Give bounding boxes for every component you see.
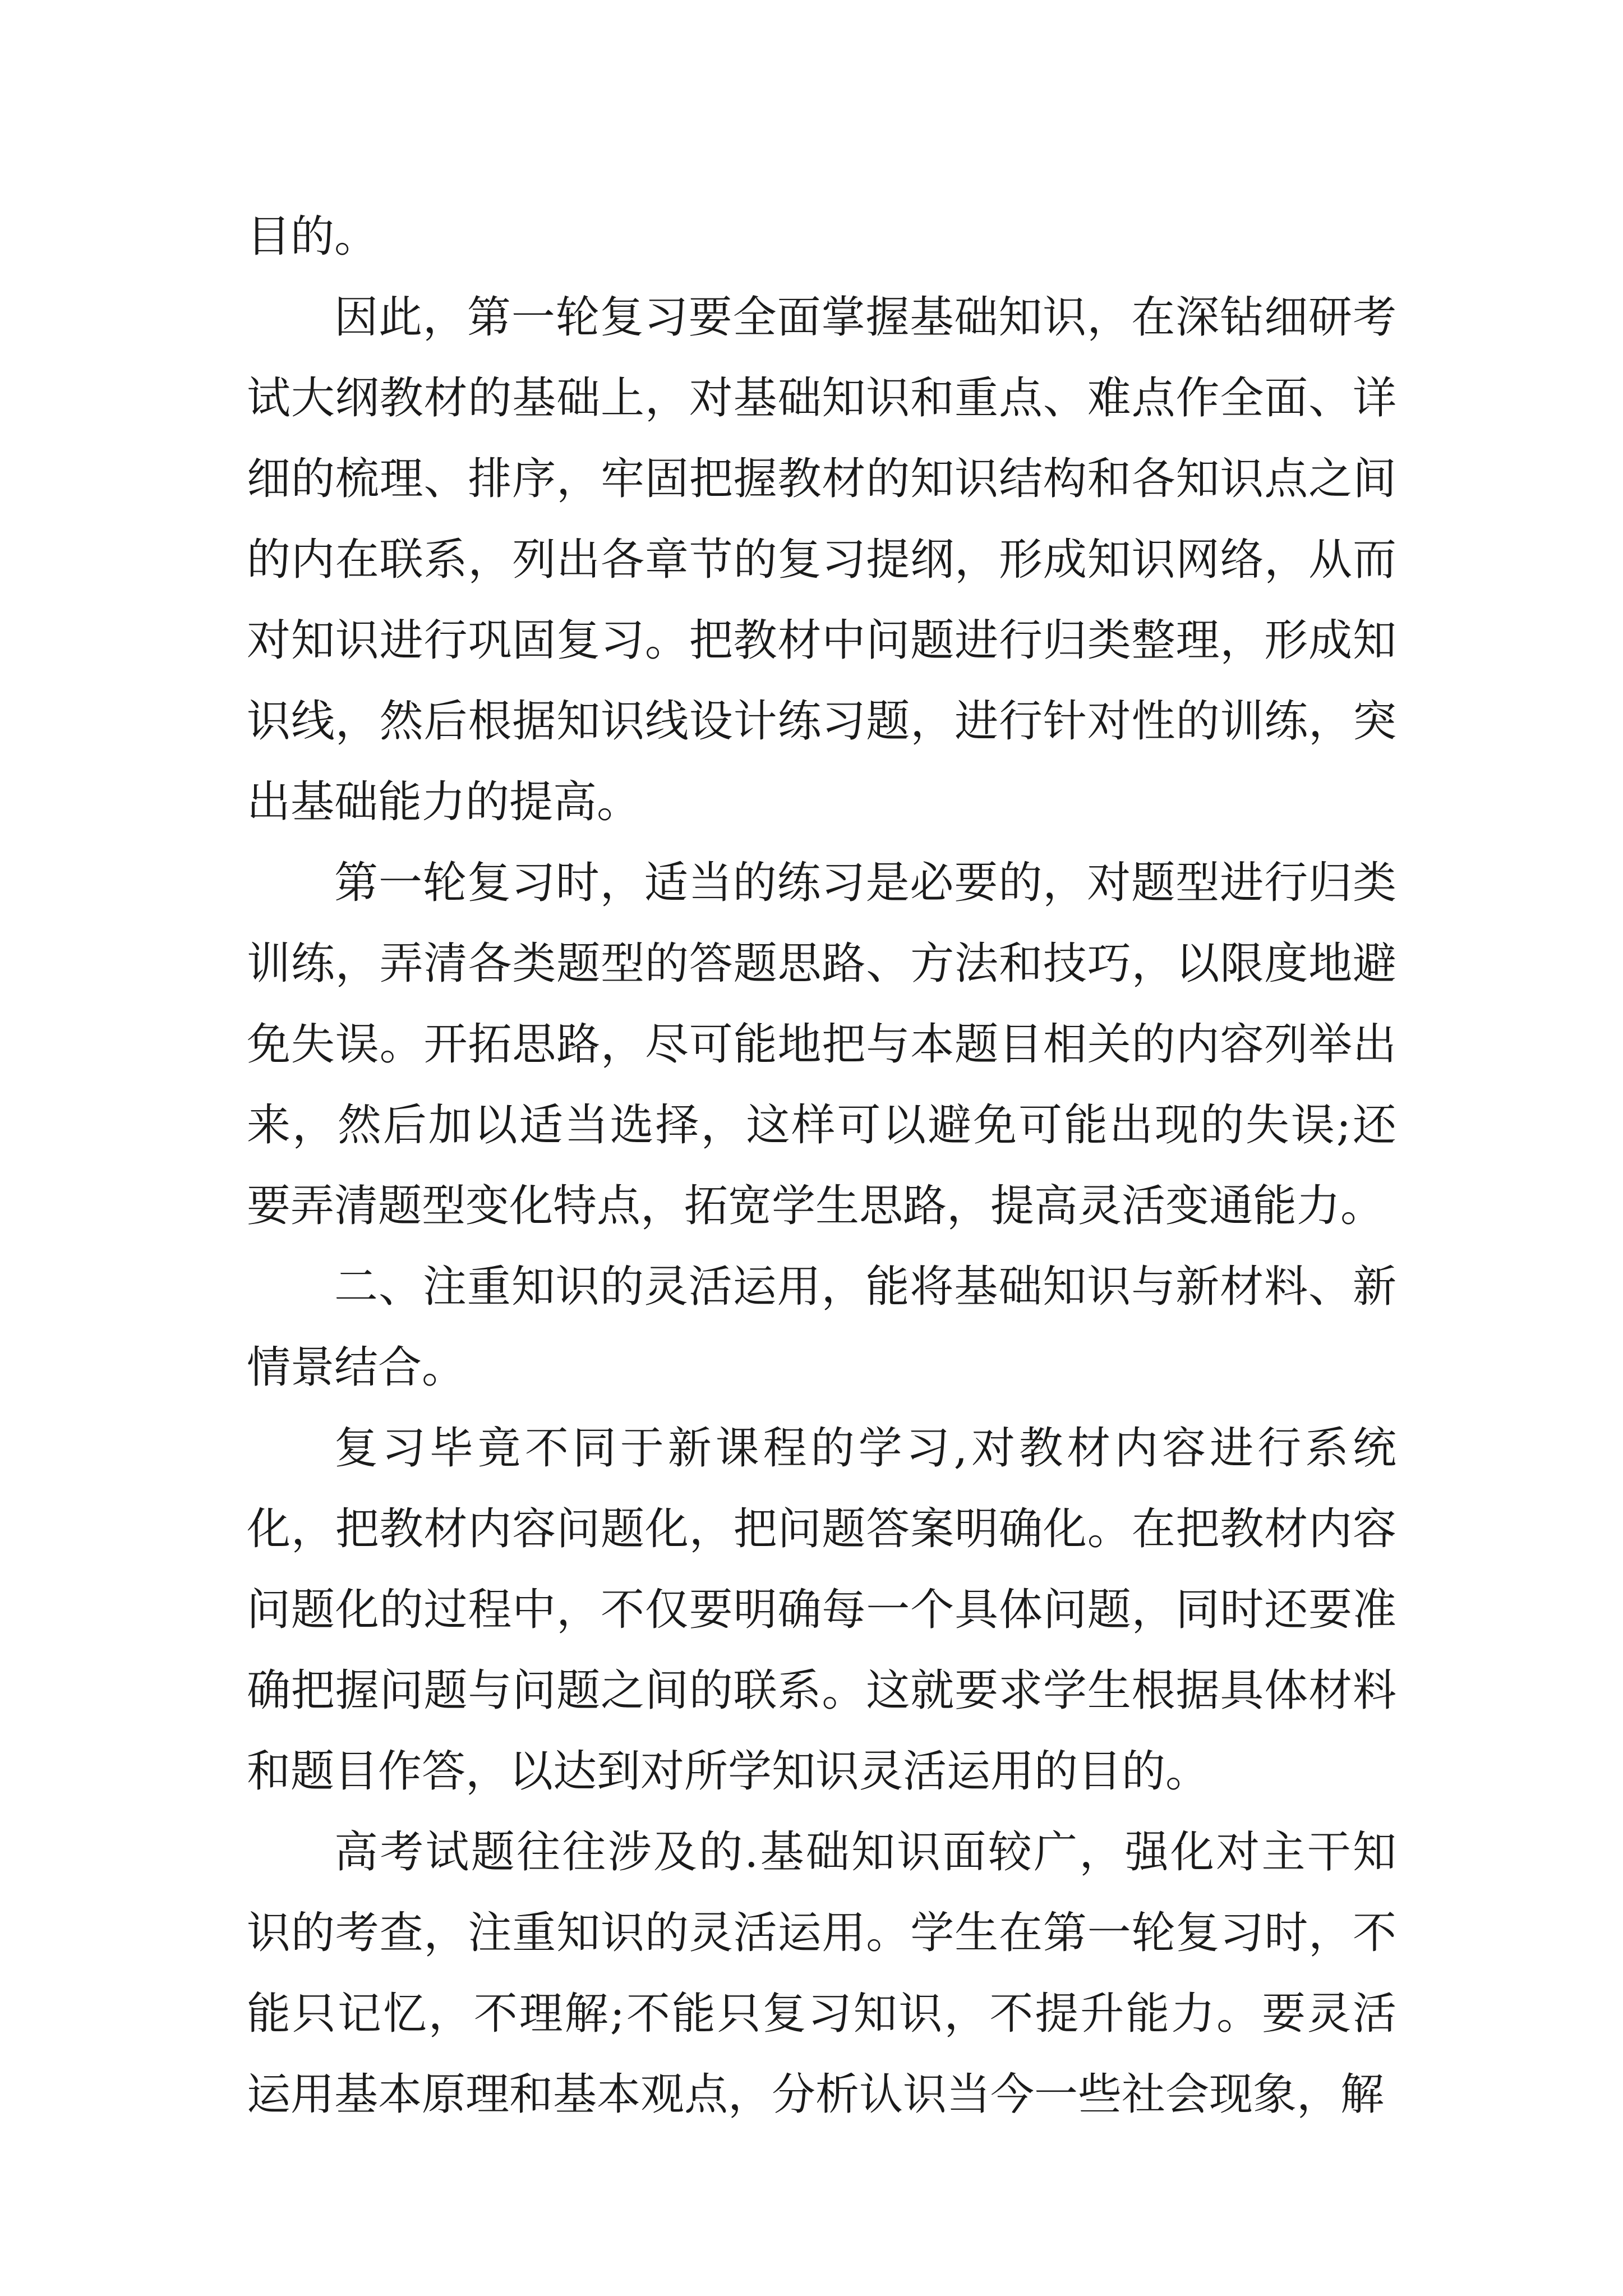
paragraph-practice: 第一轮复习时，适当的练习是必要的，对题型进行归类训练，弄清各类题型的答题思路、方法和技巧，以限度地避免失误。开拓思路，尽可能地把与本题目相关的内容列举出来，然后加以适当选择，这样可以避免可能出现的失误;还要弄清题型变化特点，拓宽学生思路，提高灵活变通能力。	[247, 858, 1396, 1231]
paragraph-systematize: 复习毕竟不同于新课程的学习,对教材内容进行系统化，把教材内容问题化，把问题答案明确化。在把教材内容问题化的过程中，不仅要明确每一个具体问题，同时还要准确把握问题与问题之间的联系。这就要求学生根据具体材料和题目作答，以达到对所学知识灵活运用的目的。	[247, 1423, 1396, 1797]
paragraph-exam-questions: 高考试题往往涉及的.基础知识面较广，强化对主干知识的考查，注重知识的灵活运用。学生在第一轮复习时，不能只记忆，不理解;不能只复习知识，不提升能力。要灵活运用基本原理和基本观点，分析认识当今一些社会现象，解	[247, 1827, 1396, 2120]
section-heading-two: 二、注重知识的灵活运用，能将基础知识与新材料、新情景结合。	[247, 1262, 1396, 1393]
paragraph-first-round-review: 因此，第一轮复习要全面掌握基础知识，在深钻细研考试大纲教材的基础上，对基础知识和重点、难点作全面、详细的梳理、排序，牢固把握教材的知识结构和各知识点之间的内在联系，列出各章节的复习提纲，形成知识网络，从而对知识进行巩固复习。把教材中问题进行归类整理，形成知识线，然后根据知识线设计练习题，进行针对性的训练，突出基础能力的提高。	[247, 292, 1396, 827]
document-body	[247, 196, 1396, 2135]
paragraph-continuation: 目的。	[247, 211, 379, 262]
